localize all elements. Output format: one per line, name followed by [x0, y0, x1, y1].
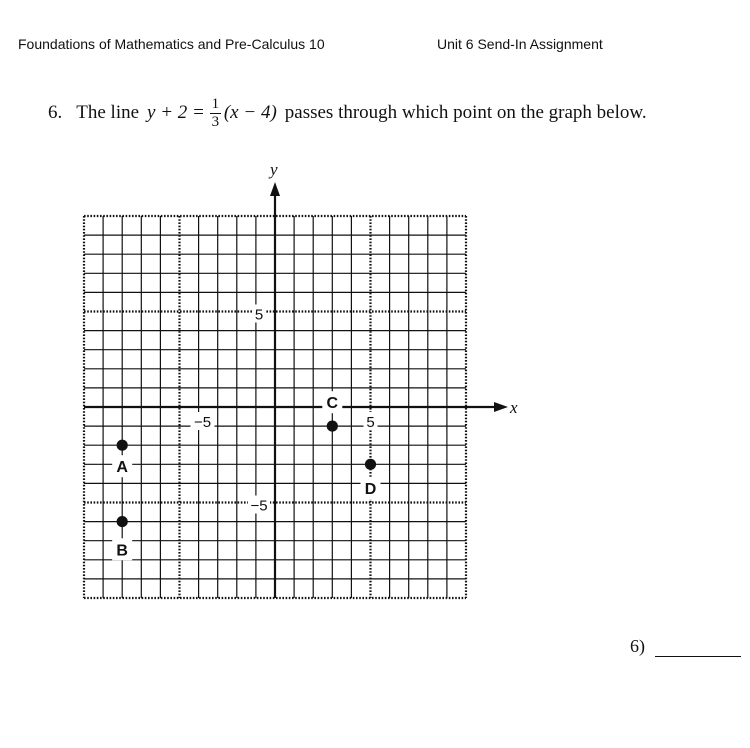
point-b-dot — [117, 516, 128, 527]
question-text-after: passes through which point on the graph below. — [284, 102, 647, 123]
tick-label-y-negative: −5 — [250, 497, 268, 515]
fraction-numerator: 1 — [211, 95, 220, 112]
fraction-denominator: 3 — [211, 113, 220, 130]
answer-line[interactable] — [630, 636, 741, 657]
assignment-title: Unit 6 Send-In Assignment — [437, 36, 603, 52]
x-axis-label: x — [510, 398, 518, 417]
points — [112, 391, 380, 560]
point-a-dot — [117, 440, 128, 451]
question-number: 6. — [48, 102, 63, 123]
question-text-before: The line — [76, 102, 140, 123]
y-axis-arrow — [270, 182, 280, 196]
tick-label-x-positive: 5 — [366, 414, 375, 431]
equation-rhs: (x − 4) — [223, 102, 277, 123]
point-d-label: D — [364, 481, 377, 499]
point-c-label: C — [326, 395, 339, 413]
tick-label-y-positive: 5 — [254, 306, 264, 324]
point-d-dot — [365, 459, 376, 470]
axes — [84, 160, 518, 598]
point-a-label: A — [116, 459, 128, 477]
point-b-label: B — [116, 542, 128, 560]
y-axis-label: y — [270, 160, 278, 179]
x-axis-arrow — [494, 402, 508, 412]
answer-label: 6) — [630, 636, 645, 656]
course-title: Foundations of Mathematics and Pre-Calculus 10 — [18, 36, 325, 52]
point-c-dot — [327, 421, 338, 432]
equation-lhs: y + 2 = — [147, 102, 205, 123]
tick-label-x-negative: −5 — [193, 414, 212, 431]
answer-blank[interactable] — [655, 642, 741, 657]
